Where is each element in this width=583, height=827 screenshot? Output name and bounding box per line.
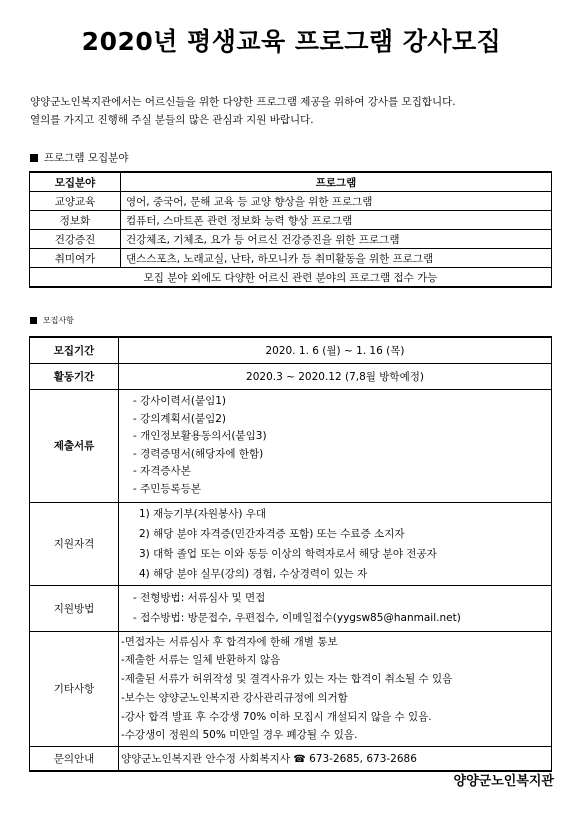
list-item: -강사 합격 발표 후 수강생 70% 이하 모집시 개설되지 않을 수 있음.: [121, 710, 432, 723]
program-note: 모집 분야 외에도 다양한 어르신 관련 분야의 프로그램 접수 가능: [30, 268, 552, 288]
square-bullet-icon: [30, 154, 38, 162]
contact-label: 문의안내: [30, 747, 119, 771]
section-heading-text: 프로그램 모집분야: [44, 152, 129, 164]
contact-cell: [119, 747, 552, 771]
section-heading-text: 모집사항: [43, 316, 74, 325]
list-item: - 개인정보활용동의서(붙임3): [133, 430, 267, 442]
table-row: [30, 230, 552, 249]
list-item: 2) 해당 분야 자격증(민간자격증 포함) 또는 수료증 소지자: [139, 527, 405, 540]
activity-value: 2020.3 ~ 2020.12 (7,8월 방학예정): [119, 363, 552, 389]
contact-text: 양양군노인복지관 안수정 사회복지사: [121, 753, 290, 766]
section-heading-programs: [30, 150, 128, 165]
activity-label: 활동기간: [30, 363, 119, 389]
list-item: -수강생이 정원의 50% 미만일 경우 폐강될 수 있음.: [121, 729, 358, 742]
qual-label: 지원자격: [30, 502, 119, 585]
list-item: -제출된 서류가 허위작성 및 결격사유가 있는 자는 합격이 취소될 수 있음: [121, 673, 453, 686]
program-field: 정보화: [30, 211, 121, 230]
phone-icon: ☎: [293, 754, 306, 766]
list-item: -면접자는 서류심사 후 합격자에 한해 개별 통보: [121, 635, 338, 648]
docs-list: [133, 393, 550, 498]
table-row: [30, 585, 552, 631]
period-value: 2020. 1. 6 (월) ~ 1. 16 (목): [119, 337, 552, 363]
intro-line: 양양군노인복지관에서는 어르신들을 위한 다양한 프로그램 제공을 위하여 강사를 모집합니다.: [30, 96, 456, 108]
list-item: - 전형방법: 서류심사 및 면접: [133, 592, 266, 604]
table-row: [30, 747, 552, 771]
qual-cell: [119, 502, 552, 585]
etc-list: [121, 633, 550, 746]
table-row: [30, 249, 552, 268]
program-desc: 컴퓨터, 스마트폰 관련 정보화 능력 향상 프로그램: [121, 211, 552, 230]
square-bullet-icon: [30, 317, 37, 324]
list-item: 3) 대학 졸업 또는 이와 동등 이상의 학력자로서 해당 분야 전공자: [139, 547, 437, 560]
intro-line: 열의를 가지고 진행해 주실 분들의 많은 관심과 지원 바랍니다.: [30, 114, 314, 126]
list-item: -제출한 서류는 일체 반환하지 않음: [121, 654, 281, 667]
list-item: 1) 재능기부(자원봉사) 우대: [139, 507, 267, 520]
program-field: 교양교육: [30, 192, 121, 211]
recruit-table: [29, 336, 552, 772]
contact-phone: 673-2685, 673-2686: [309, 753, 417, 766]
list-item: 4) 해당 분야 실무(강의) 경험, 수상경력이 있는 자: [139, 567, 368, 580]
table-row: [30, 192, 552, 211]
section-heading-recruit: [30, 315, 74, 326]
method-list: [133, 588, 550, 628]
program-desc: 댄스스포츠, 노래교실, 난타, 하모니카 등 취미활동을 위한 프로그램: [121, 249, 552, 268]
docs-label: 제출서류: [30, 389, 119, 502]
list-item: - 자격증사본: [133, 465, 191, 477]
table-row: [30, 389, 552, 502]
table-row: [30, 211, 552, 230]
list-item: - 강의계획서(붙임2): [133, 412, 227, 425]
program-desc: 영어, 중국어, 문해 교육 등 교양 향상을 위한 프로그램: [121, 192, 552, 211]
list-item: - 강사이력서(붙임1): [133, 395, 227, 407]
docs-cell: [119, 389, 552, 502]
table-header-row: [30, 172, 552, 192]
column-header: 프로그램: [121, 172, 552, 192]
list-item: - 경력증명서(해당자에 한함): [133, 447, 264, 460]
table-row: [30, 268, 552, 288]
period-label: 모집기간: [30, 337, 119, 363]
table-row: [30, 631, 552, 747]
column-header: 모집분야: [30, 172, 121, 192]
program-table: [29, 171, 552, 288]
table-row: [30, 363, 552, 389]
program-field: 건강증진: [30, 230, 121, 249]
etc-cell: [119, 631, 552, 747]
intro-text: [30, 93, 560, 129]
etc-label: 기타사항: [30, 631, 119, 747]
organization-name: 양양군노인복지관: [453, 774, 554, 789]
program-field: 취미여가: [30, 249, 121, 268]
table-row: [30, 502, 552, 585]
list-item: - 주민등록등본: [133, 482, 201, 495]
method-cell: [119, 585, 552, 631]
program-desc: 건강체조, 기체조, 요가 등 어르신 건강증진을 위한 프로그램: [121, 230, 552, 249]
qual-list: [139, 504, 550, 584]
table-row: [30, 337, 552, 363]
list-item: -보수는 양양군노인복지관 강사관리규정에 의거함: [121, 691, 348, 704]
list-item: - 접수방법: 방문접수, 우편접수, 이메일접수(yygsw85@hanmail.net): [133, 612, 461, 624]
page-title: 2020년 평생교육 프로그램 강사모집: [81, 27, 502, 56]
method-label: 지원방법: [30, 585, 119, 631]
